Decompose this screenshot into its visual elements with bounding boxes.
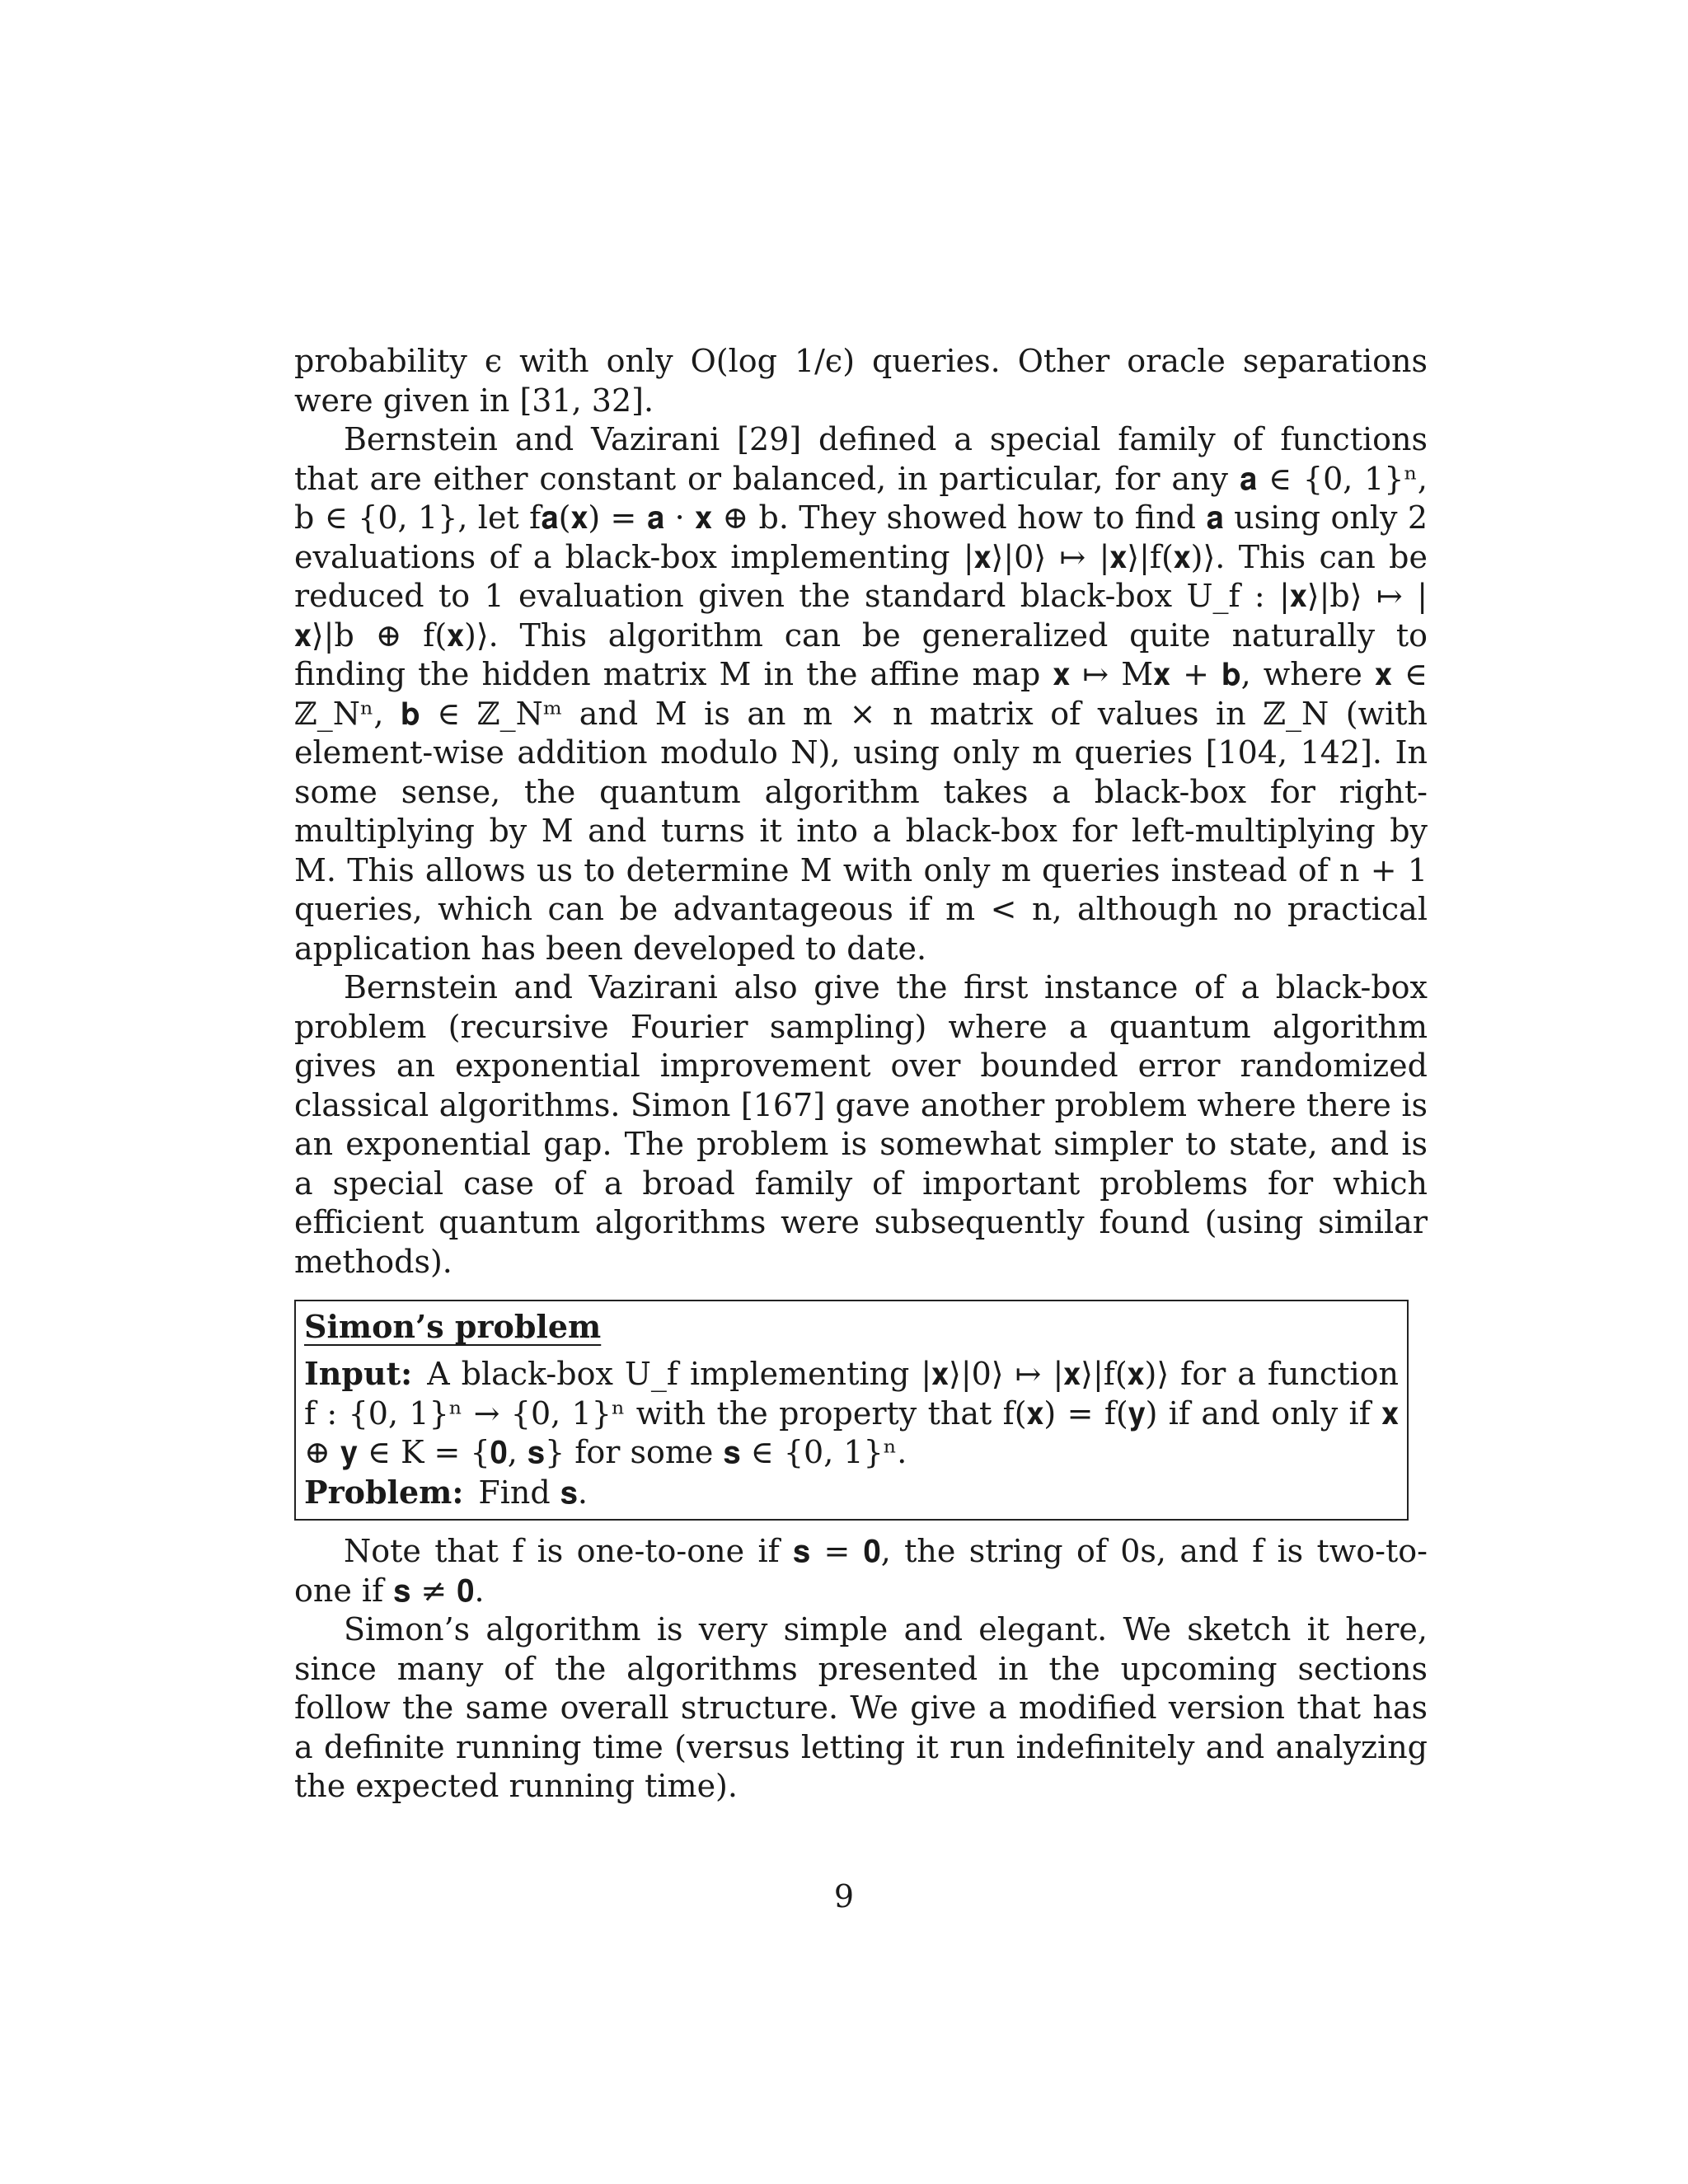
simons-problem-box [294, 1300, 1409, 1521]
input-label: Input: [304, 1355, 413, 1392]
problem-label: Problem: [304, 1473, 464, 1511]
page-body [294, 342, 1428, 1807]
paragraph-oracle-separations: probability ϵ with only O(log 1/ϵ) queries. Other oracle separations were given in [31, 32]. [294, 343, 1428, 419]
input-text: A black-box U_f implementing |𝐱⟩|0⟩ ↦ |𝐱⟩|f(𝐱)⟩ for a function f : {0, 1}ⁿ → {0, 1}ⁿ with the property that f(𝐱) = f(𝐲) if and only if 𝐱 ⊕ 𝐲 ∈ K = {𝟎, 𝐬} for some 𝐬 ∈ {0, 1}ⁿ. [304, 1356, 1399, 1470]
paragraph-simons-algorithm-intro: Simon’s algorithm is very simple and elegant. We sketch it here, since many of the algorithms presented in the upcoming sections follow the same overall structure. We give a modified version that has a definite running time (versus letting it run indefinitely and analyzing the expected running time). [294, 1611, 1428, 1804]
problem-box-title: Simon’s problem [304, 1308, 602, 1345]
paragraph-recursive-fourier-sampling: Bernstein and Vazirani also give the first instance of a black-box problem (recursive Fourier sampling) where a quantum algorithm gives an exponential improvement over bounded error randomized classical algorithms. Simon [167] gave another problem where there is an exponential gap. The problem is somewhat simpler to state, and is a special case of a broad family of important problems for which efficient quantum algorithms were subsequently found (using similar methods). [294, 969, 1428, 1280]
paragraph-one-to-one-note: Note that f is one-to-one if 𝐬 = 𝟎, the string of 0s, and f is two-to-one if 𝐬 ≠ 𝟎. [294, 1533, 1428, 1609]
paragraph-bernstein-vazirani: Bernstein and Vazirani [29] defined a special family of functions that are either constant or balanced, in particular, for any 𝐚 ∈ {0, 1}ⁿ, b ∈ {0, 1}, let f𝐚(𝐱) = 𝐚 · 𝐱 ⊕ b. They showed how to find 𝐚 using only 2 evaluations of a black-box implementing |𝐱⟩|0⟩ ↦ |𝐱⟩|f(𝐱)⟩. This can be reduced to 1 evaluation given the standard black-box U_f : |𝐱⟩|b⟩ ↦ |𝐱⟩|b ⊕ f(𝐱)⟩. This algorithm can be generalized quite naturally to finding the hidden matrix M in the affine map 𝐱 ↦ M𝐱 + 𝐛, where 𝐱 ∈ ℤ_Nⁿ, 𝐛 ∈ ℤ_Nᵐ and M is an m × n matrix of values in ℤ_N (with element-wise addition modulo N), using only m queries [104, 142]. In some sense, the quantum algorithm takes a black-box for right-multiplying by M and turns it into a black-box for left-multiplying by M. This allows us to determine M with only m queries instead of n + 1 queries, which can be advantageous if m < n, although no practical application has been developed to date. [294, 421, 1428, 967]
problem-text: Find 𝐬. [478, 1474, 588, 1511]
problem-statement-line [304, 1473, 1399, 1513]
problem-input-line [304, 1354, 1399, 1473]
page-number: 9 [833, 1878, 855, 1915]
